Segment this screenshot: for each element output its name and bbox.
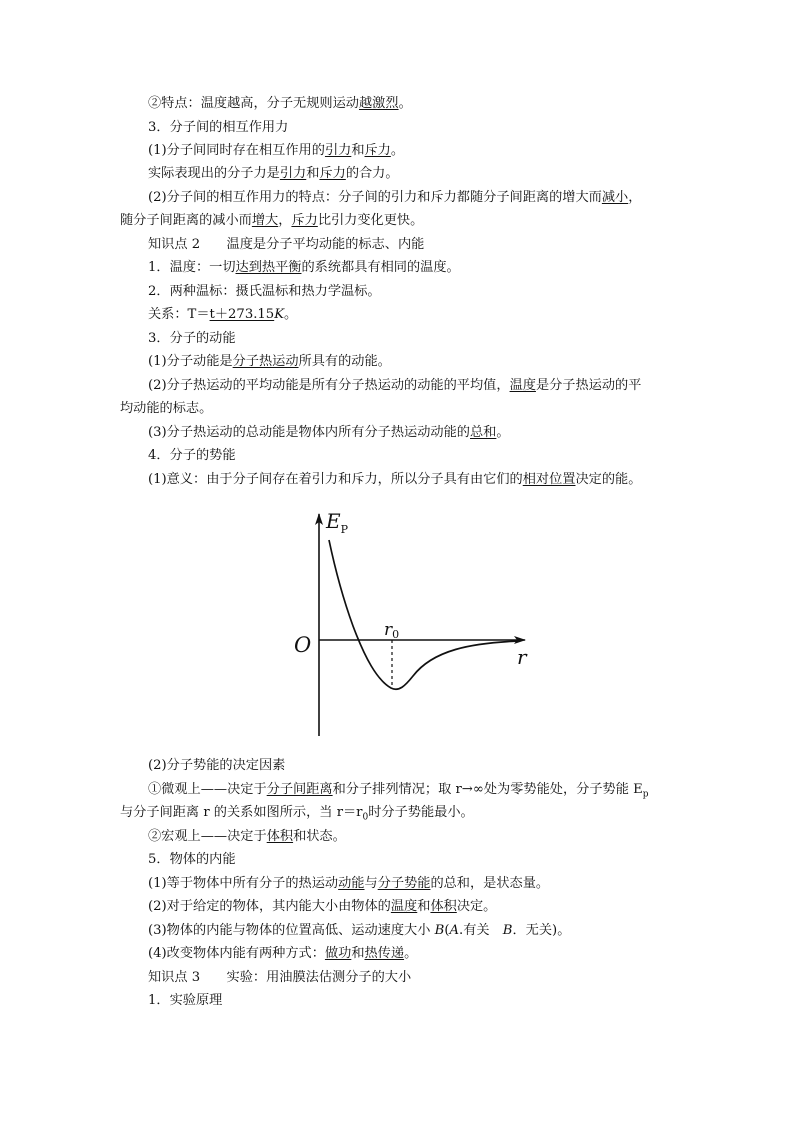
line-average-kinetic: (2)分子热运动的平均动能是所有分子热运动的动能的平均值，温度是分子热运动的平 — [148, 378, 642, 393]
line-two-scales: 2．两种温标：摄氏温标和热力学温标。 — [148, 284, 381, 299]
line-internal-factors: (2)对于给定的物体，其内能大小由物体的温度和体积决定。 — [148, 899, 497, 914]
line-forces-coexist: (1)分子间同时存在相互作用的引力和斥力。 — [148, 143, 405, 158]
line-resultant-force: 实际表现出的分子力是引力和斥力的合力。 — [148, 166, 399, 181]
potential-energy-graph — [281, 500, 542, 750]
line-temperature: 1．温度：一切达到热平衡的系统都具有相同的温度。 — [148, 260, 460, 275]
heading-molecular-force: 3．分子间的相互作用力 — [148, 120, 289, 135]
heading-potential-energy: 4．分子的势能 — [148, 448, 236, 463]
origin-label: O — [294, 633, 312, 657]
y-axis-label: $E_P$ — [326, 509, 349, 536]
x-axis-label: r — [517, 645, 527, 669]
section-heading-knowledge-3: 知识点 3 实验：用油膜法估测分子的大小 — [148, 970, 412, 985]
section-heading-knowledge-2: 知识点 2 温度是分子平均动能的标志、内能 — [148, 237, 425, 252]
line-force-characteristics-cont: 随分子间距离的减小而增大，斥力比引力变化更快。 — [120, 213, 424, 228]
line-internal-choice: (3)物体的内能与物体的位置高低、运动速度大小 B(A.有关 B．无关)。 — [148, 923, 571, 938]
line-scale-relation: 关系：T＝t＋273.15K。 — [148, 307, 298, 322]
r0-label: r0 — [384, 620, 400, 641]
heading-molecular-kinetic-energy: 3．分子的动能 — [148, 331, 236, 346]
line-feature: ②特点：温度越高，分子无规则运动越激烈。 — [148, 96, 412, 111]
line-microscopic: ①微观上——决定于分子间距离和分子排列情况；取 r→∞处为零势能处，分子势能 $E_p$ — [148, 782, 649, 800]
line-potential-factors: (2)分子势能的决定因素 — [148, 758, 286, 773]
line-internal-def: (1)等于物体中所有分子的热运动动能与分子势能的总和，是状态量。 — [148, 876, 550, 891]
potential-energy-figure — [281, 500, 542, 750]
potential-energy-curve — [329, 540, 519, 689]
line-kinetic-def: (1)分子动能是分子热运动所具有的动能。 — [148, 354, 391, 369]
heading-internal-energy: 5．物体的内能 — [148, 852, 236, 867]
heading-experiment-principle: 1．实验原理 — [148, 993, 223, 1008]
line-force-characteristics: (2)分子间的相互作用力的特点：分子间的引力和斥力都随分子间距离的增大而减小， — [148, 190, 642, 205]
line-potential-meaning: (1)意义：由于分子间存在着引力和斥力，所以分子具有由它们的相对位置决定的能。 — [148, 472, 642, 487]
line-microscopic-cont: 与分子间距离 r 的关系如图所示，当 $r=r_0$时分子势能最小。 — [120, 805, 474, 823]
line-change-methods: (4)改变物体内能有两种方式：做功和热传递。 — [148, 946, 418, 961]
line-average-kinetic-cont: 均动能的标志。 — [120, 401, 213, 416]
line-macroscopic: ②宏观上——决定于体积和状态。 — [148, 829, 346, 844]
line-total-kinetic: (3)分子热运动的总动能是物体内所有分子热运动动能的总和。 — [148, 425, 510, 440]
